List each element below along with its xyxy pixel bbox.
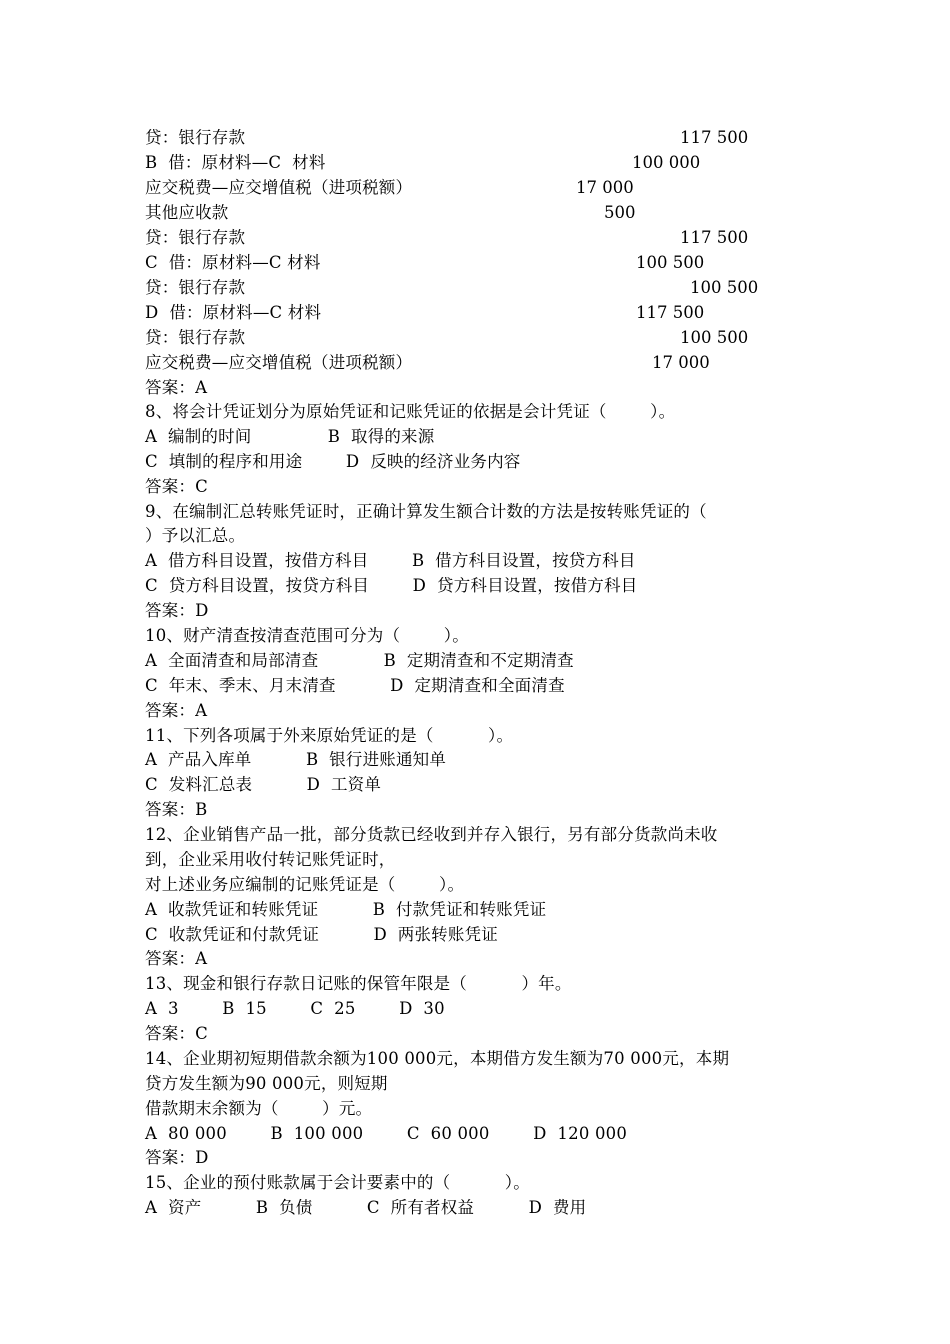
entry-amount: 117 500 [680, 228, 749, 247]
option-line: A 借方科目设置，按借方科目 B 借方科目设置，按贷方科目 [145, 551, 636, 570]
answer-line: 答案：C [145, 477, 208, 496]
question-line: 到，企业采用收付转记账凭证时， [145, 850, 396, 869]
question-line: 9、在编制汇总转账凭证时，正确计算发生额合计数的方法是按转账凭证的（ [145, 502, 707, 521]
option-line: C 填制的程序和用途 D 反映的经济业务内容 [145, 452, 521, 471]
question-line: 贷方发生额为90 000元，则短期 [145, 1074, 388, 1093]
question-line: ）予以汇总。 [145, 526, 246, 545]
option-line: A 资产 B 负债 C 所有者权益 D 费用 [145, 1198, 587, 1217]
question-line: 8、将会计凭证划分为原始凭证和记账凭证的依据是会计凭证（ ）。 [145, 402, 676, 421]
option-line: A 全面清查和局部清查 B 定期清查和不定期清查 [145, 651, 574, 670]
option-line: A 产品入库单 B 银行进账通知单 [145, 750, 447, 769]
question-line: 11、下列各项属于外来原始凭证的是（ ）。 [145, 726, 514, 745]
entry-line: 贷：银行存款 [145, 228, 246, 247]
entry-line: 其他应收款 [145, 203, 229, 222]
question-line: 12、企业销售产品一批，部分货款已经收到并存入银行，另有部分货款尚未收 [145, 825, 718, 844]
entry-amount: 17 000 [652, 353, 710, 372]
option-line: C 发料汇总表 D 工资单 [145, 775, 382, 794]
answer-line: 答案：D [145, 601, 209, 620]
entry-line: 贷：银行存款 [145, 278, 246, 297]
entry-amount: 100 500 [680, 328, 749, 347]
option-line: C 收款凭证和付款凭证 D 两张转账凭证 [145, 925, 498, 944]
answer-line: 答案：B [145, 800, 208, 819]
answer-line: 答案：A [145, 949, 208, 968]
entry-amount: 100 500 [636, 253, 705, 272]
entry-line: D 借：原材料—C 材料 [145, 303, 322, 322]
option-line: A 编制的时间 B 取得的来源 [145, 427, 435, 446]
option-line: A 收款凭证和转账凭证 B 付款凭证和转账凭证 [145, 900, 547, 919]
entry-amount: 117 500 [636, 303, 705, 322]
option-line: A 3 B 15 C 25 D 30 [145, 999, 445, 1018]
answer-line: 答案：C [145, 1024, 208, 1043]
question-line: 14、企业期初短期借款余额为100 000元，本期借方发生额为70 000元，本期 [145, 1049, 730, 1068]
entry-amount: 17 000 [576, 178, 634, 197]
option-line: C 贷方科目设置，按贷方科目 D 贷方科目设置，按借方科目 [145, 576, 638, 595]
answer-line: 答案：D [145, 1148, 209, 1167]
entry-line: 贷：银行存款 [145, 328, 246, 347]
entry-line: B 借：原材料—C 材料 [145, 153, 326, 172]
option-line: A 80 000 B 100 000 C 60 000 D 120 000 [145, 1124, 628, 1143]
entry-amount: 500 [604, 203, 636, 222]
question-line: 15、企业的预付账款属于会计要素中的（ ）。 [145, 1173, 530, 1192]
entry-amount: 100 000 [632, 153, 701, 172]
question-line: 10、财产清查按清查范围可分为（ ）。 [145, 626, 469, 645]
answer-line: 答案：A [145, 701, 208, 720]
question-line: 13、现金和银行存款日记账的保管年限是（ ）年。 [145, 974, 572, 993]
entry-line: 贷：银行存款 [145, 128, 246, 147]
entry-line: 应交税费—应交增值税（进项税额） [145, 178, 413, 197]
answer-line: 答案：A [145, 378, 208, 397]
question-line: 借款期末余额为（ ）元。 [145, 1099, 373, 1118]
option-line: C 年末、季末、月末清查 D 定期清查和全面清查 [145, 676, 565, 695]
entry-amount: 117 500 [680, 128, 749, 147]
entry-line: 应交税费—应交增值税（进项税额） [145, 353, 413, 372]
entry-amount: 100 500 [690, 278, 759, 297]
entry-line: C 借：原材料—C 材料 [145, 253, 321, 272]
question-line: 对上述业务应编制的记账凭证是（ ）。 [145, 875, 465, 894]
